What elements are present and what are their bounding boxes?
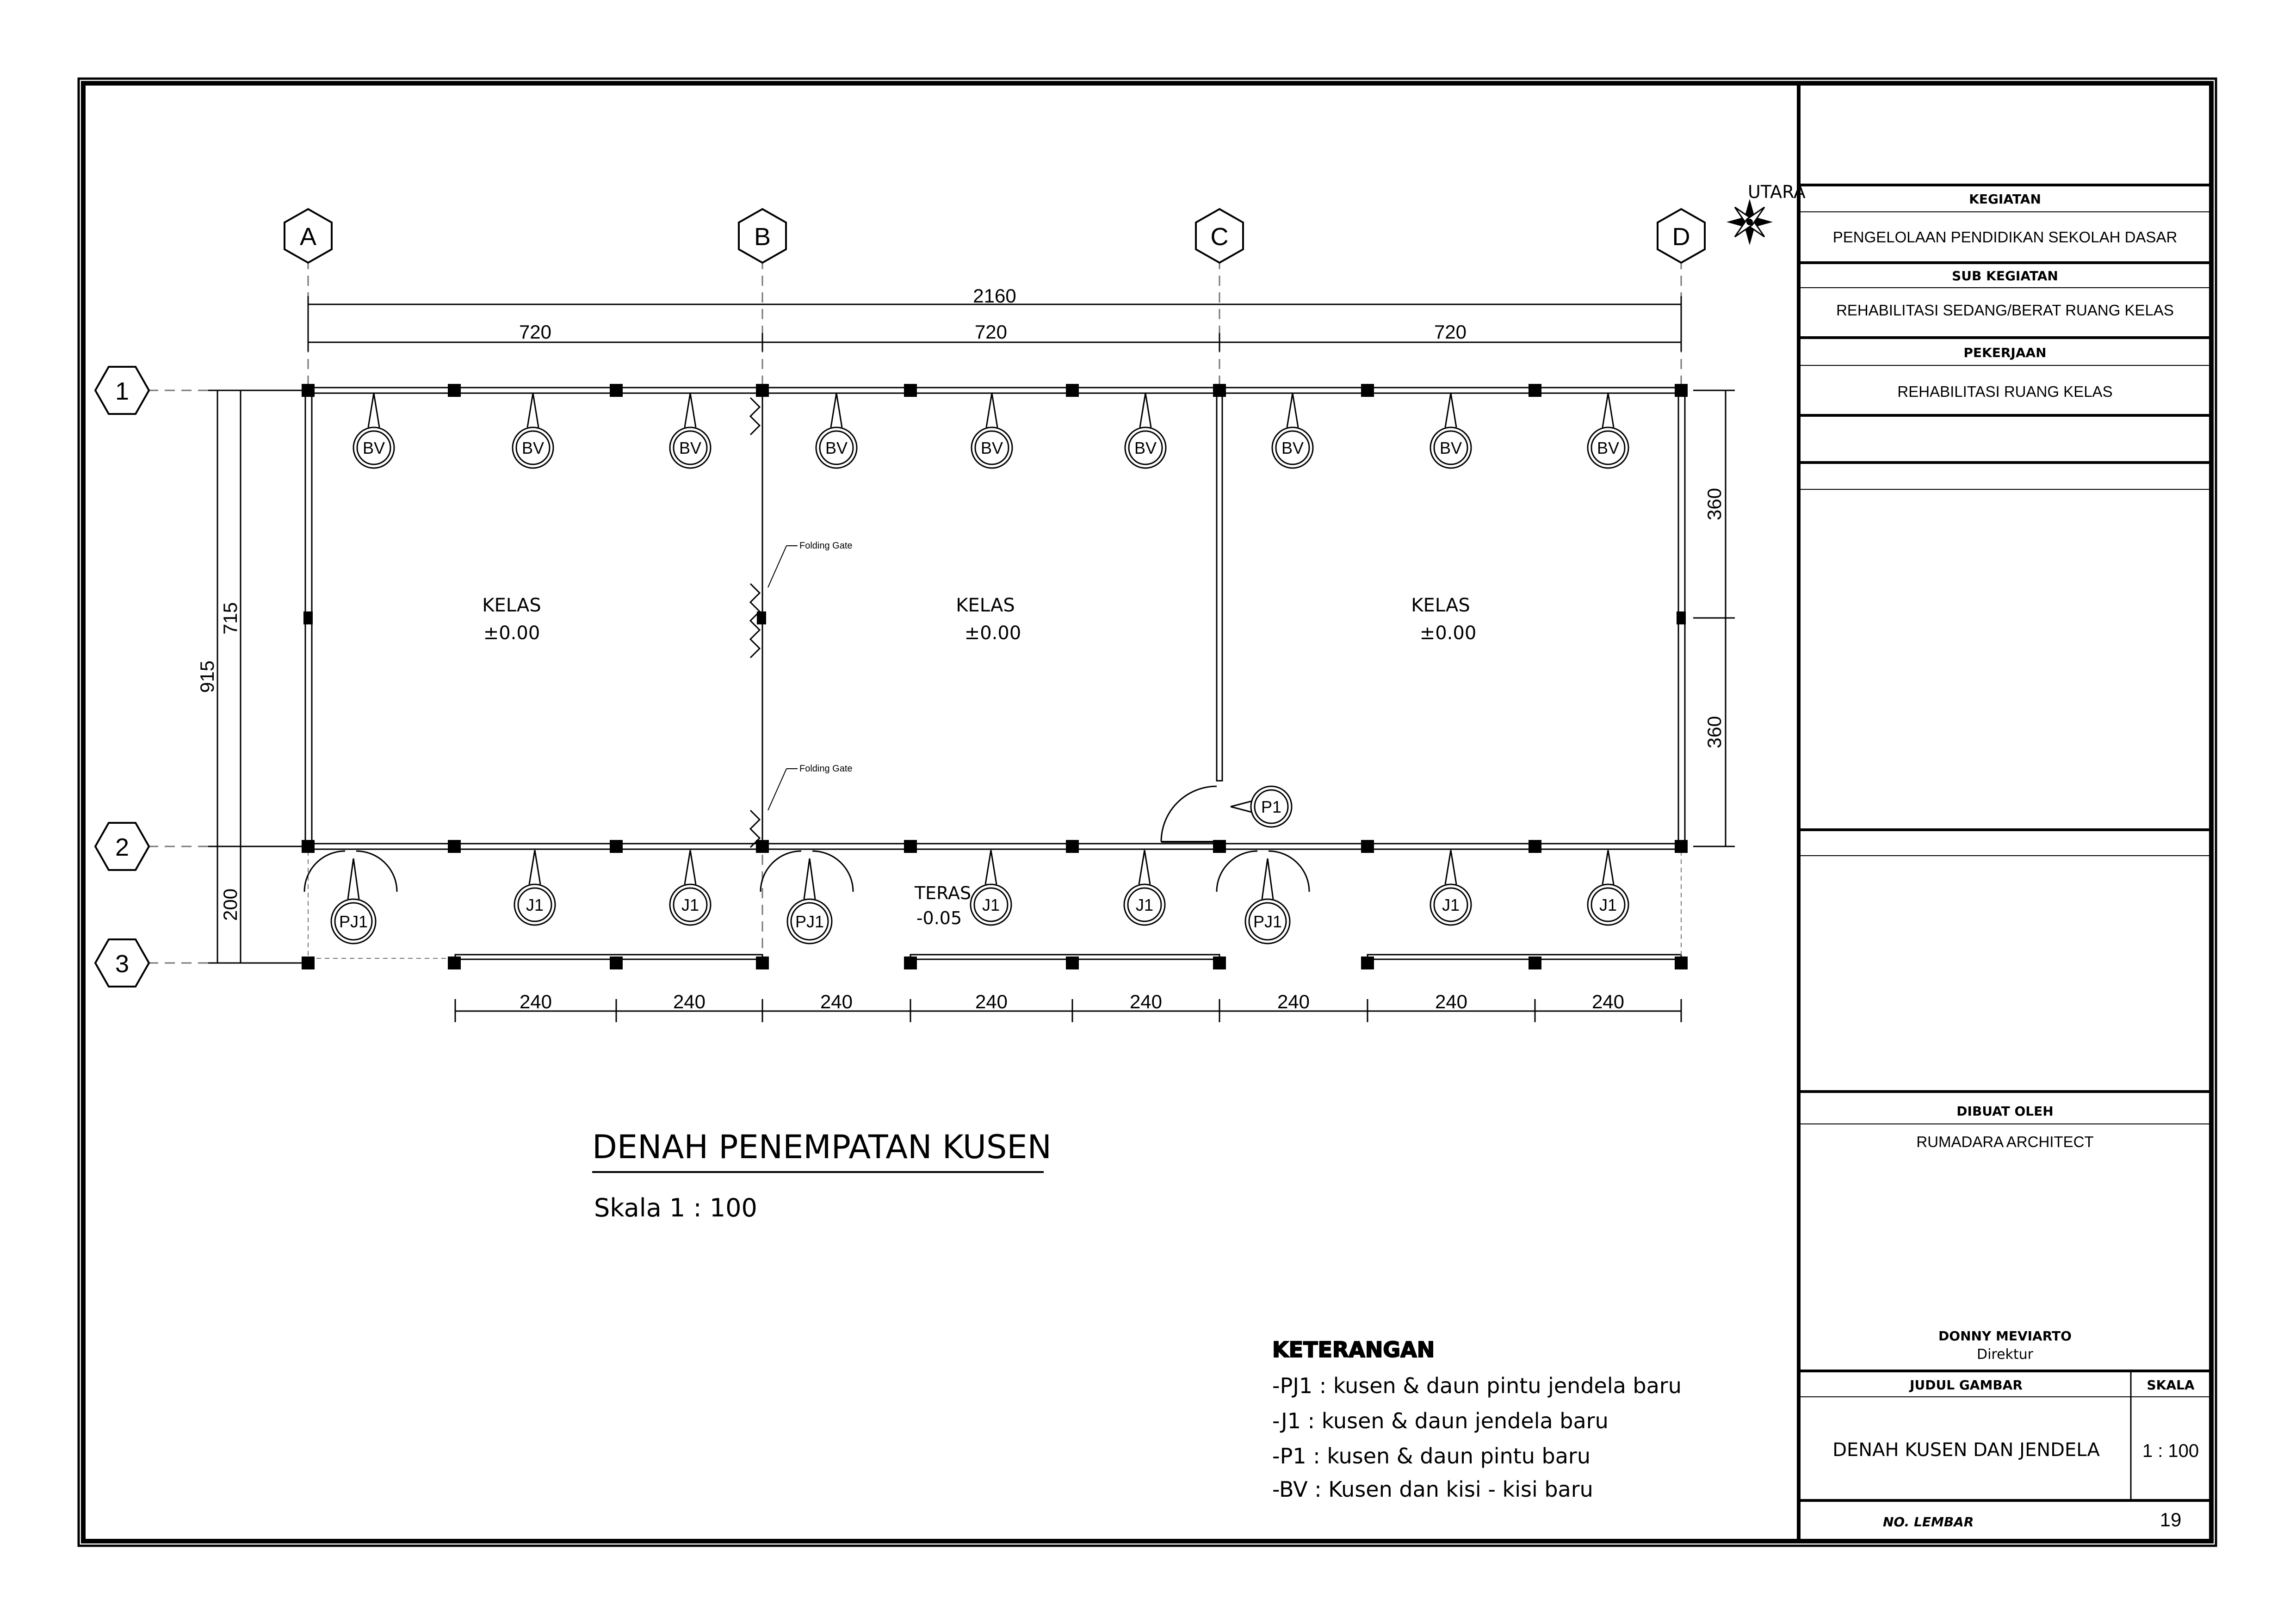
- bv-label-4: BV: [825, 438, 848, 457]
- bv-label-5: BV: [980, 438, 1003, 457]
- judul-gambar-label: JUDUL GAMBAR: [1910, 1377, 2023, 1393]
- dibuat-oleh-value: RUMADARA ARCHITECT: [1916, 1133, 2094, 1150]
- title-block: [1799, 185, 2211, 1530]
- dim-left-total: 915: [196, 660, 218, 693]
- grid-label-d: D: [1672, 223, 1690, 251]
- p1-label: P1: [1261, 797, 1282, 816]
- dim-left-teras: 200: [219, 888, 241, 921]
- j1-label-6: J1: [1599, 895, 1617, 914]
- grid-bubble-1: [95, 367, 149, 414]
- folding-gate-note-2: [768, 764, 853, 810]
- dim-bottom-5: 240: [1129, 991, 1163, 1012]
- legend-item-3: -P1 : kusen & daun pintu baru: [1272, 1444, 1590, 1469]
- dim-bottom-1: 240: [519, 991, 552, 1012]
- person-role: Direktur: [1976, 1346, 2034, 1363]
- sub-kegiatan-label: SUB KEGIATAN: [1952, 268, 2058, 284]
- dim-bottom-6: 240: [1277, 991, 1310, 1012]
- bv-label-8: BV: [1439, 438, 1462, 457]
- dim-right-2: 360: [1703, 716, 1725, 749]
- grid-label-3: 3: [115, 950, 130, 978]
- grid-bubble-a: [285, 209, 332, 263]
- j1-label-5: J1: [1442, 895, 1460, 914]
- legend-item-4: -BV : Kusen dan kisi - kisi baru: [1272, 1477, 1593, 1502]
- dim-bottom-7: 240: [1435, 991, 1468, 1012]
- dimension-lines: [208, 296, 1735, 1022]
- bv-label-9: BV: [1597, 438, 1620, 457]
- room-label-1: KELAS: [482, 595, 541, 616]
- compass-label: UTARA: [1748, 182, 1806, 202]
- bv-label-6: BV: [1134, 438, 1157, 457]
- grid-bubble-3: [95, 939, 149, 987]
- teras-label: TERAS: [914, 883, 972, 903]
- kegiatan-label: KEGIATAN: [1969, 191, 2041, 207]
- teras-level: -0.05: [916, 908, 962, 928]
- skala-value: 1 : 100: [2142, 1441, 2199, 1461]
- bv-label-1: BV: [362, 438, 385, 457]
- dim-right-1: 360: [1703, 488, 1725, 521]
- dim-bay-2: 720: [974, 321, 1008, 343]
- j1-label-2: J1: [681, 895, 699, 914]
- dim-bottom-8: 240: [1591, 991, 1625, 1012]
- legend-heading: KETERANGAN: [1272, 1337, 1435, 1362]
- kegiatan-value: PENGELOLAAN PENDIDIKAN SEKOLAH DASAR: [1832, 228, 2178, 246]
- room-level-3: ±0.00: [1419, 623, 1477, 644]
- grid-label-2: 2: [115, 833, 130, 861]
- structural-columns: [302, 384, 1688, 969]
- drawing-scale: Skala 1 : 100: [594, 1193, 757, 1222]
- north-arrow: [1727, 182, 1806, 245]
- dibuat-oleh-label: DIBUAT OLEH: [1956, 1104, 2054, 1119]
- pj1-label-1: PJ1: [339, 912, 368, 931]
- dim-bottom-2: 240: [673, 991, 706, 1012]
- outer-border: [79, 79, 2216, 1546]
- pj1-label-2: PJ1: [795, 912, 824, 931]
- dim-bottom-4: 240: [975, 991, 1008, 1012]
- folding-gate-label-2: Folding Gate: [799, 764, 853, 774]
- drawing-title: DENAH PENEMPATAN KUSEN: [592, 1128, 1052, 1166]
- grid-bubble-b: [739, 209, 786, 263]
- folding-gate-label-1: Folding Gate: [799, 541, 853, 551]
- dim-left-room: 715: [219, 602, 241, 635]
- dim-overall: 2160: [973, 285, 1016, 307]
- skala-label: SKALA: [2147, 1377, 2195, 1393]
- judul-gambar-value: DENAH KUSEN DAN JENDELA: [1832, 1439, 2100, 1461]
- grid-bubble-c: [1196, 209, 1243, 263]
- room-level-1: ±0.00: [483, 623, 540, 644]
- j1-label-4: J1: [1135, 895, 1154, 914]
- legend-item-2: -J1 : kusen & daun jendela baru: [1272, 1408, 1609, 1433]
- grid-label-b: B: [754, 223, 771, 251]
- sub-kegiatan-value: REHABILITASI SEDANG/BERAT RUANG KELAS: [1836, 302, 2174, 319]
- bv-label-3: BV: [679, 438, 702, 457]
- no-lembar-value: 19: [2160, 1509, 2182, 1530]
- room-label-3: KELAS: [1411, 595, 1470, 616]
- legend-item-1: -PJ1 : kusen & daun pintu jendela baru: [1272, 1373, 1682, 1398]
- j1-label-1: J1: [526, 895, 544, 914]
- bv-label-2: BV: [521, 438, 545, 457]
- grid-label-a: A: [299, 223, 317, 251]
- person-name: DONNY MEVIARTO: [1938, 1328, 2072, 1344]
- grid-bubble-d: [1658, 209, 1705, 263]
- pj1-label-3: PJ1: [1253, 912, 1282, 931]
- grid-bubble-2: [95, 823, 149, 870]
- dim-bay-1: 720: [519, 321, 552, 343]
- folding-gate-note-1: [768, 541, 853, 587]
- room-label-2: KELAS: [956, 595, 1015, 616]
- dim-bay-3: 720: [1434, 321, 1467, 343]
- pekerjaan-label: PEKERJAAN: [1963, 345, 2047, 360]
- room-level-2: ±0.00: [964, 623, 1021, 644]
- no-lembar-label: NO. LEMBAR: [1883, 1514, 1974, 1530]
- dim-bottom-3: 240: [820, 991, 853, 1012]
- pekerjaan-value: REHABILITASI RUANG KELAS: [1897, 383, 2113, 400]
- grid-label-1: 1: [115, 377, 130, 405]
- bv-label-7: BV: [1281, 438, 1304, 457]
- j1-label-3: J1: [982, 895, 1000, 914]
- grid-label-c: C: [1210, 223, 1229, 251]
